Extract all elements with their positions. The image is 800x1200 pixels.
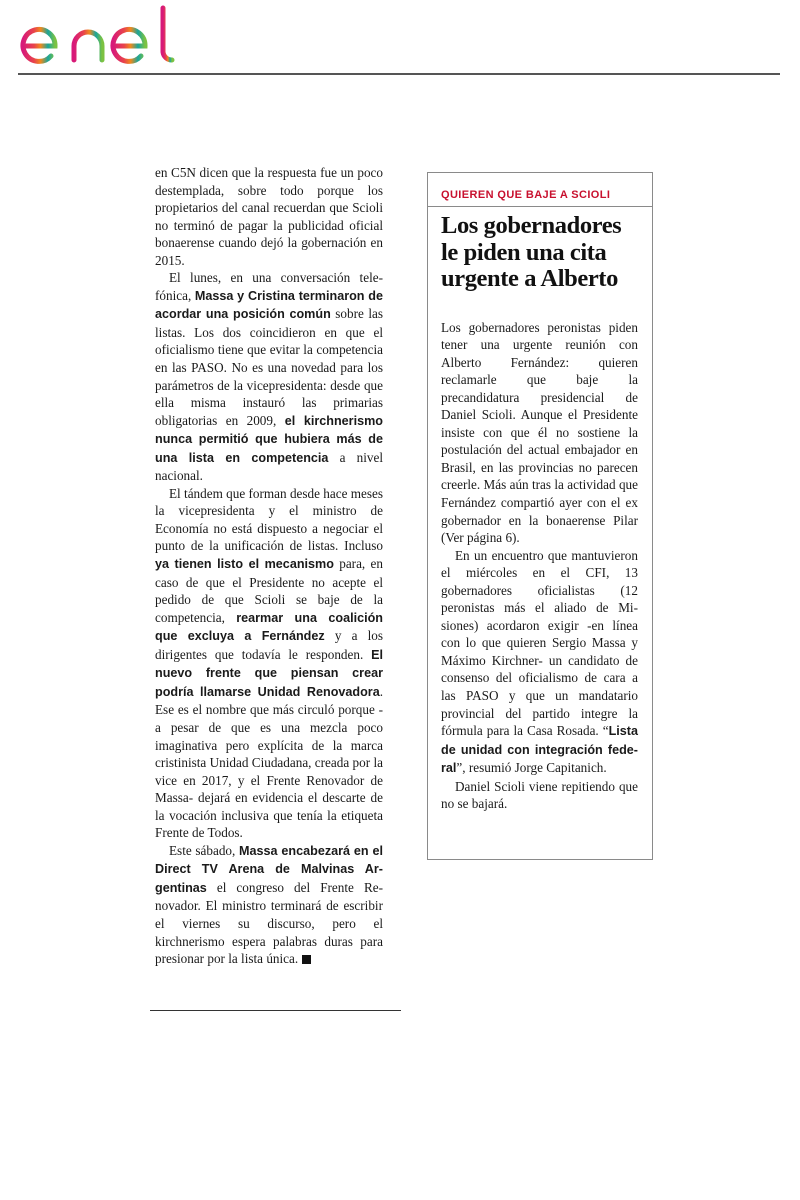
text-run: ”, resumió Jorge Capitanich. — [456, 760, 607, 776]
text-run: a nivel nacional. — [155, 449, 383, 484]
article-paragraph — [155, 269, 383, 485]
text-run: para, en caso de que el Presidente no acepte el pedido de que Scioli se baje de la competencia, — [155, 556, 383, 625]
article-paragraph — [155, 485, 383, 842]
sidebar-paragraph — [441, 778, 638, 813]
bold-run: Massa y Cristina terminaron de acordar una posición común — [155, 288, 383, 322]
bold-run: El nuevo frente que piensan crear podría llamarse Unidad Renovadora — [155, 647, 383, 699]
text-run: Este sábado, — [169, 842, 240, 858]
bold-run: Massa encabezará en el Direct TV Arena de Malvinas Argentinas — [155, 843, 384, 895]
text-run: El lunes, en una conversación telefónica, — [155, 270, 383, 303]
article-column — [155, 164, 383, 968]
text-run: El tándem que forman desde hace meses la vicepresidenta y el ministro de Economía no está dispuesto a negociar el punto de la unificación de listas. Incluso — [155, 485, 383, 554]
text-run: . Ese es el nombre que más circuló porque -a pesar de que es una mezcla poco imaginativa pero explícita de la marca cristinista Unidad Ciudadana, creada por la vice en 2017, y el Frente Renovador de Massa- dejará en evidencia el descarte de la vocación inclusiva que tenía la etiqueta Frente de Todos. — [155, 683, 383, 841]
sidebar-paragraph — [441, 319, 638, 547]
text-run: en C5N dicen que la respuesta fue un poco destemplada, sobre todo porque los propietarios del canal recuerdan que Scioli no terminó de pagar la publicidad oficial bonaerense cuando dejó la gobernación en 2015. — [155, 165, 383, 268]
bold-run: Lista de unidad con integración federal — [441, 724, 638, 776]
text-run: sobre las listas. Los dos coincidieron en que el oficialismo tiene que evitar la competencia en las PASO. No es una novedad para los parámetros de la vicepresidenta: desde que ella misma instauró las primarias obligatorias en 2009, — [155, 306, 383, 428]
bold-run: el kirchnerismo nunca permitió que hubiera más de una lista en competencia — [155, 413, 383, 465]
kicker-divider — [428, 206, 652, 207]
text-run: Los gobernadores peronistas piden tener una urgente reunión con Alberto Fernández: quieren reclamarle que baje la precandidatura presidencial de Daniel Scioli. Aunque el Presidente insiste con que él no sostiene la postulación del actual embajador en Brasil, en las provincias no parecen creerle. Más aún tras la actividad que Fernández compartió ayer con el ex gobernador en la bonaerense Pilar (Ver página 6). — [441, 319, 638, 546]
sidebar-body — [441, 319, 638, 813]
text-run: En un encuentro que mantuvieron el miércoles en el CFI, 13 gobernadores oficialistas (12 peronistas más el aliado de Misiones) acordaron exigir -en línea con lo que quieren Sergio Massa y Máximo Kirchner- un candidato de consenso del oficialismo de cara a las PASO y que un mandatario provincial del partido integre la fórmula para la Casa Rosada. “ — [441, 547, 638, 739]
article-end-rule — [150, 1010, 401, 1011]
sidebar-kicker: QUIEREN QUE BAJE A SCIOLI — [441, 189, 611, 201]
sidebar-paragraph — [441, 547, 638, 778]
text-run: y a los dirigentes que todavía le responden. — [155, 628, 383, 662]
text-run: el congreso del Frente Renovador. El ministro terminará de escribir el viernes su discurso, pero el kirchnerismo espera palabras duras para presionar por la lista única. — [155, 879, 383, 967]
enel-logo — [18, 2, 183, 73]
bold-run: ya tienen listo el mecanismo — [155, 557, 334, 572]
sidebar-headline: Los gobernadores le piden una cita urgente a Alberto — [441, 212, 622, 292]
end-of-article-mark — [302, 955, 311, 964]
article-paragraph — [155, 164, 383, 269]
bold-run: rearmar una coalición que excluya a Fernández — [155, 610, 383, 644]
sidebar-box — [427, 172, 653, 860]
text-run: Daniel Scioli viene repitiendo que no se bajará. — [441, 778, 638, 812]
header-divider — [18, 73, 780, 75]
article-paragraph — [155, 842, 383, 968]
